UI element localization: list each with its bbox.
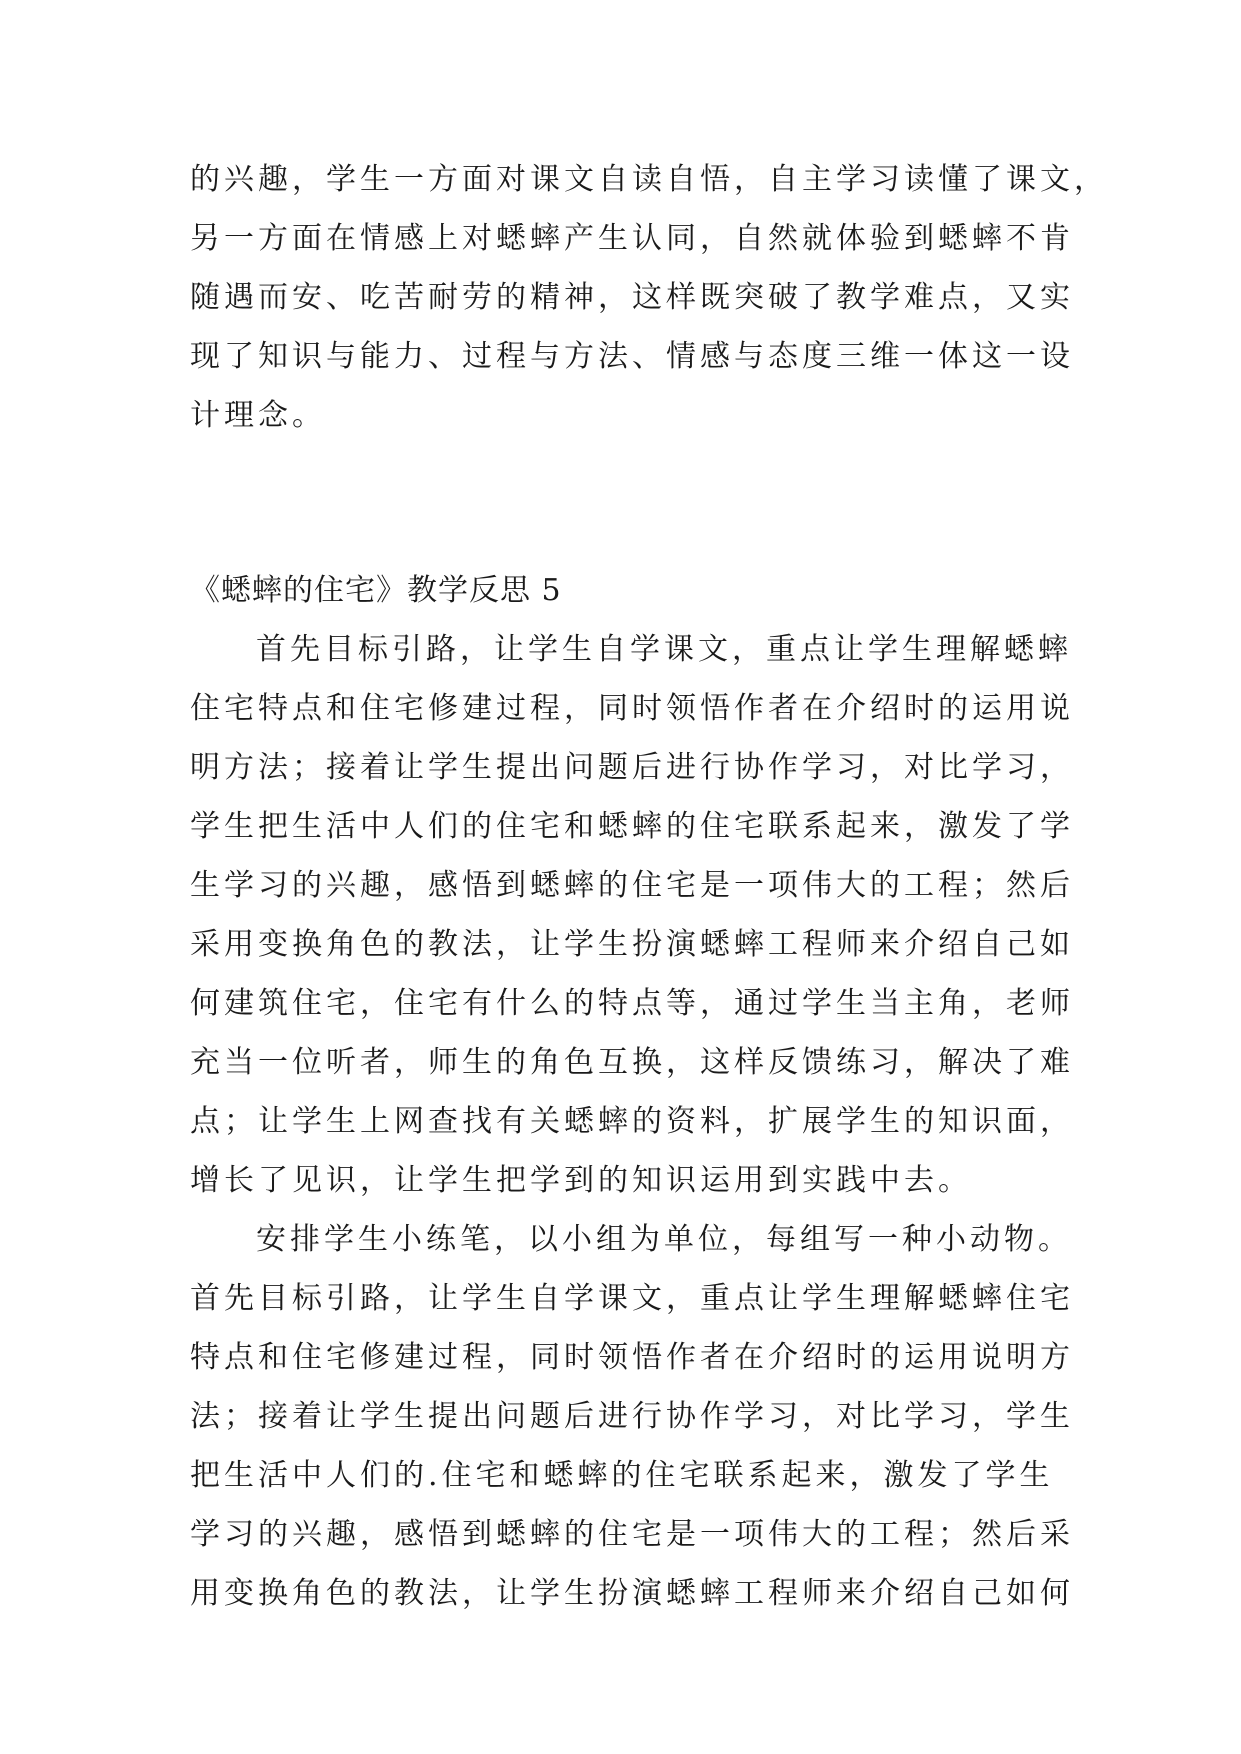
intro-paragraph <box>190 150 1108 445</box>
paragraph-2 <box>190 1210 1074 1623</box>
text-line: 安排学生小练笔，以小组为单位，每组写一种小动物。 <box>256 1222 1072 1257</box>
text-line: 的兴趣，学生一方面对课文自读自悟，自主学习读懂了课文， <box>190 162 1108 197</box>
text-line: 增长了见识，让学生把学到的知识运用到实践中去。 <box>190 1163 972 1198</box>
text-line: 用变换角色的教法，让学生扮演蟋蟀工程师来介绍自己如何 <box>190 1576 1074 1611</box>
section-title: 《蟋蟀的住宅》教学反思 5 <box>190 573 562 608</box>
text-line: 特点和住宅修建过程，同时领悟作者在介绍时的运用说明方 <box>190 1340 1074 1375</box>
text-line: 点；让学生上网查找有关蟋蟀的资料，扩展学生的知识面， <box>190 1104 1074 1139</box>
text-line: 随遇而安、吃苦耐劳的精神，这样既突破了教学难点，又实 <box>190 280 1074 315</box>
text-line: 明方法；接着让学生提出问题后进行协作学习，对比学习， <box>190 750 1074 785</box>
paragraph-1 <box>190 620 1074 1210</box>
text-line: 计理念。 <box>190 398 326 433</box>
text-line: 生学习的兴趣，感悟到蟋蟀的住宅是一项伟大的工程；然后 <box>190 868 1074 903</box>
text-line: 采用变换角色的教法，让学生扮演蟋蟀工程师来介绍自己如 <box>190 927 1074 962</box>
text-line: 何建筑住宅，住宅有什么的特点等，通过学生当主角，老师 <box>190 986 1074 1021</box>
document-body <box>190 150 1108 1623</box>
text-line: 充当一位听者，师生的角色互换，这样反馈练习，解决了难 <box>190 1045 1074 1080</box>
text-line: 法；接着让学生提出问题后进行协作学习，对比学习，学生 <box>190 1399 1074 1434</box>
text-line: 住宅特点和住宅修建过程，同时领悟作者在介绍时的运用说 <box>190 691 1074 726</box>
text-line: 把生活中人们的.住宅和蟋蟀的住宅联系起来，激发了学生 <box>190 1458 1054 1493</box>
text-line: 现了知识与能力、过程与方法、情感与态度三维一体这一设 <box>190 339 1074 374</box>
text-line: 学习的兴趣，感悟到蟋蟀的住宅是一项伟大的工程；然后采 <box>190 1517 1074 1552</box>
paragraph-spacer <box>190 445 1060 561</box>
text-line: 首先目标引路，让学生自学课文，重点让学生理解蟋蟀住宅 <box>190 1281 1074 1316</box>
text-line: 学生把生活中人们的住宅和蟋蟀的住宅联系起来，激发了学 <box>190 809 1074 844</box>
text-line: 首先目标引路，让学生自学课文，重点让学生理解蟋蟀 <box>256 632 1072 667</box>
text-line: 另一方面在情感上对蟋蟀产生认同，自然就体验到蟋蟀不肯 <box>190 221 1074 256</box>
